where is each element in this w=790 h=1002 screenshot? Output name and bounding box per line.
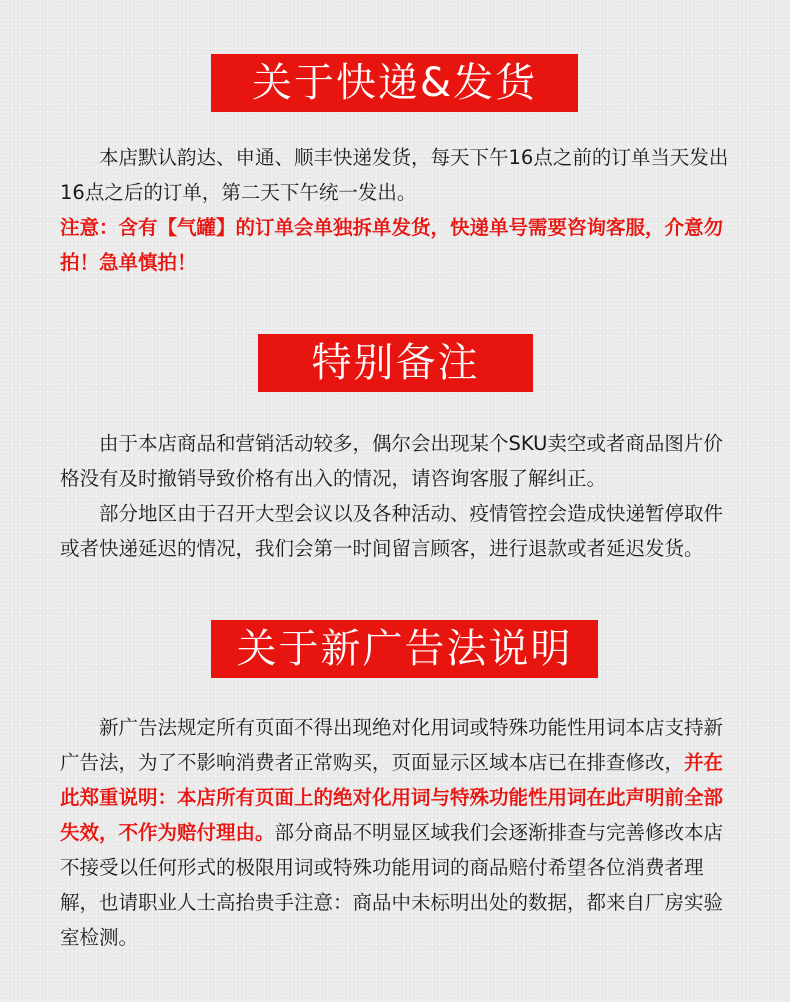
special-notes-paragraph-1: 由于本店商品和营销活动较多，偶尔会出现某个SKU卖空或者商品图片价格没有及时撤销导致价格有出入的情况，请咨询客服了解纠正。 xyxy=(60,432,723,490)
ad-law-section xyxy=(60,710,740,955)
banner-ad-law-title: 关于新广告法说明 xyxy=(211,620,598,678)
ad-law-paragraph xyxy=(60,710,740,955)
ad-law-text-after: 部分商品不明显区域我们会逐渐排查与完善修改本店不接受以任何形式的极限用词或特殊功能用词的商品赔付希望各位消费者理解，也请职业人士高抬贵手注意：商品中未标明出处的数据，都来自厂房实验室检测。 xyxy=(60,821,724,949)
special-notes-paragraph-2: 部分地区由于召开大型会议以及各种活动、疫情管控会造成快递暂停取件或者快递延迟的情况，我们会第一时间留言顾客，进行退款或者延迟发货。 xyxy=(60,502,724,560)
special-notes-section xyxy=(60,426,740,566)
shipping-notice: 注意：含有【气罐】的订单会单独拆单发货，快递单号需要咨询客服，介意勿拍！急单慎拍！ xyxy=(60,216,724,274)
shipping-paragraph: 本店默认韵达、申通、顺丰快递发货，每天下午16点之前的订单当天发出16点之后的订单，第二天下午统一发出。 xyxy=(60,146,729,204)
shipping-section xyxy=(60,140,740,280)
banner-special-notes-title: 特别备注 xyxy=(258,334,533,392)
ad-law-highlight: 并在此郑重说明：本店所有页面上的绝对化用词与特殊功能性用词在此声明前全部失效，不作为赔付理由。 xyxy=(60,751,724,844)
banner-shipping-title: 关于快递&发货 xyxy=(211,54,578,112)
ad-law-text-before: 新广告法规定所有页面不得出现绝对化用词或特殊功能性用词本店支持新广告法，为了不影响消费者正常购买，页面显示区域本店已在排查修改， xyxy=(60,716,724,774)
